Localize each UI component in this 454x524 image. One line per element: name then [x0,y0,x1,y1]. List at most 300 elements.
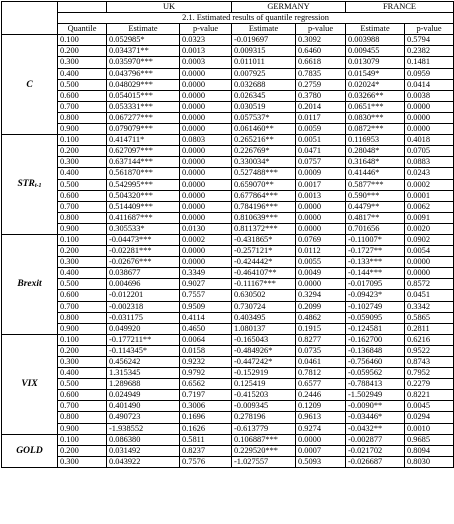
quantile-cell: 0.200 [58,146,107,157]
estimate-cell: 0.456242 [107,357,180,368]
p-value-cell: 0.0000 [405,257,454,268]
p-value-cell: 0.4862 [296,312,346,323]
p-value-cell: 0.0000 [296,201,346,212]
estimate-cell: -0.09423* [346,290,405,301]
estimate-cell: 1.289688 [107,379,180,390]
estimate-cell: 0.542995*** [107,179,180,190]
quantile-cell: 0.300 [58,157,107,168]
quantile-cell: 0.100 [58,135,107,146]
p-value-cell: 0.0000 [180,146,232,157]
estimate-cell: 0.411687*** [107,212,180,223]
estimate-cell: -0.017095 [346,279,405,290]
p-value-cell: 0.0000 [180,246,232,257]
quantile-cell: 0.200 [58,246,107,257]
p-value-cell: 0.0091 [405,212,454,223]
p-value-cell: 0.0803 [180,135,232,146]
estimate-cell: 0.009455 [346,46,405,57]
p-value-cell: 0.7576 [180,456,232,467]
estimate-cell: 0.41446* [346,168,405,179]
table-row [2,146,454,157]
p-value-cell: 0.6577 [296,379,346,390]
table-row [2,168,454,179]
p-value-cell: 0.0000 [296,434,346,445]
p-value-cell: 0.0000 [180,68,232,79]
p-value-cell: 0.5794 [405,35,454,46]
quantile-cell: 0.100 [58,234,107,245]
table-row [2,412,454,423]
table-row [2,379,454,390]
p-value-cell: 0.0049 [296,268,346,279]
p-value-cell: 0.0010 [405,423,454,434]
p-value-cell: 0.8094 [405,445,454,456]
estimate-cell: 0.265216** [232,135,296,146]
p-value-cell: 0.0959 [405,68,454,79]
p-value-cell: 0.7812 [296,368,346,379]
estimate-cell: 0.003988 [346,35,405,46]
estimate-cell: 0.052985* [107,35,180,46]
estimate-cell: -0.1727** [346,246,405,257]
quantile-cell: 0.500 [58,379,107,390]
estimate-cell: -0.02281*** [107,246,180,257]
p-value-cell: 0.0009 [296,168,346,179]
p-value-cell: 0.0112 [296,246,346,257]
estimate-cell: -0.114345* [107,345,180,356]
estimate-cell: 0.035970*** [107,57,180,68]
table-row [2,368,454,379]
estimate-cell: -0.165043 [232,334,296,345]
p-value-cell: 0.0000 [296,223,346,234]
p-value-cell: 0.0000 [180,101,232,112]
table-row [2,223,454,234]
quantile-cell: 0.600 [58,290,107,301]
estimate-cell: -0.102749 [346,301,405,312]
table-title: 2.1. Estimated results of quantile regression [58,13,454,24]
variable-label [2,434,58,467]
p-value-cell: 0.0062 [405,201,454,212]
variable-name: Brexit [17,279,42,290]
p-value-cell: 0.0059 [296,124,346,135]
table-row [2,124,454,135]
estimate-cell: -0.162700 [346,334,405,345]
p-value-cell: 0.9232 [180,357,232,368]
estimate-cell: 0.0830*** [346,112,405,123]
p-value-cell: 0.0735 [296,345,346,356]
regression-table-container [1,1,453,468]
estimate-cell: 0.229520*** [232,445,296,456]
estimate-cell: -0.136848 [346,345,405,356]
table-row [2,112,454,123]
estimate-cell: 0.527488*** [232,168,296,179]
estimate-cell: 0.811372*** [232,223,296,234]
variable-name: GOLD [16,445,43,456]
estimate-cell: -0.11167*** [232,279,296,290]
estimate-cell: 0.784196*** [232,201,296,212]
estimate-cell: 0.125419 [232,379,296,390]
estimate-cell: -0.124581 [346,323,405,334]
estimate-cell: 0.490723 [107,412,180,423]
estimate-cell: -0.424442* [232,257,296,268]
table-row [2,290,454,301]
p-value-cell: 0.0000 [180,90,232,101]
p-value-cell: 0.0117 [296,112,346,123]
estimate-cell: 0.403495 [232,312,296,323]
estimate-cell: -0.059095 [346,312,405,323]
estimate-cell: 0.637144*** [107,157,180,168]
p-value-cell: 0.0000 [296,212,346,223]
table-row [2,57,454,68]
table-row [2,334,454,345]
estimate-cell: 0.0651*** [346,101,405,112]
p-value-cell: 0.0002 [405,179,454,190]
p-value-cell: 0.9792 [180,368,232,379]
estimate-cell: 0.079079*** [107,124,180,135]
estimate-cell: 0.067277*** [107,112,180,123]
estimate-cell: 0.330034* [232,157,296,168]
estimate-cell: -0.02676*** [107,257,180,268]
table-row [2,201,454,212]
p-value-cell: 0.8743 [405,357,454,368]
p-value-cell: 0.0000 [180,124,232,135]
p-value-cell: 0.0000 [180,179,232,190]
estimate-cell: -0.04473*** [107,234,180,245]
quantile-cell: 0.800 [58,112,107,123]
estimate-cell: 0.116953 [346,135,405,146]
quantile-cell: 0.100 [58,434,107,445]
p-value-cell: 0.0000 [405,112,454,123]
estimate-cell: -0.431865* [232,234,296,245]
estimate-cell: 0.630502 [232,290,296,301]
quantile-cell: 0.100 [58,334,107,345]
p-value-cell: 0.5093 [296,456,346,467]
quantile-cell: 0.300 [58,257,107,268]
table-row [2,190,454,201]
p-value-cell: 0.2014 [296,101,346,112]
estimate-cell: 0.414711* [107,135,180,146]
estimate-cell: 0.057537* [232,112,296,123]
variable-name: VIX [21,379,38,390]
quantile-cell: 0.800 [58,412,107,423]
quantile-cell: 0.300 [58,456,107,467]
table-row [2,68,454,79]
p-value-cell: 0.8277 [296,334,346,345]
p-value-cell: 0.7557 [180,290,232,301]
p-value-cell: 0.0000 [405,124,454,135]
p-value-cell: 0.0902 [405,234,454,245]
variable-label [2,234,58,334]
p-value-cell: 0.9274 [296,423,346,434]
estimate-cell: 0.031492 [107,445,180,456]
p-value-cell: 0.0013 [180,46,232,57]
estimate-cell: 0.061460** [232,124,296,135]
estimate-cell: 0.043796*** [107,68,180,79]
estimate-cell: 0.043922 [107,456,180,467]
estimate-cell: 0.730724 [232,301,296,312]
p-value-cell: 0.3092 [296,35,346,46]
estimate-cell: 0.038677 [107,268,180,279]
table-row [2,212,454,223]
estimate-cell: 0.561870*** [107,168,180,179]
table-row [2,234,454,245]
estimate-cell: 0.054015*** [107,90,180,101]
p-value-cell: 0.4114 [180,312,232,323]
estimate-cell: 0.278196 [232,412,296,423]
p-value-cell: 0.2279 [405,379,454,390]
estimate-cell: 0.032688 [232,79,296,90]
quantile-cell: 0.800 [58,312,107,323]
quantile-cell: 0.900 [58,423,107,434]
estimate-cell: -0.177211** [107,334,180,345]
column-header: Estimate [232,24,296,35]
table-row [2,390,454,401]
p-value-cell: 0.6216 [405,334,454,345]
p-value-cell: 0.8221 [405,390,454,401]
quantile-cell: 0.600 [58,390,107,401]
p-value-cell: 0.3342 [405,301,454,312]
estimate-cell: 1.080137 [232,323,296,334]
country-header-uk: UK [107,2,232,13]
p-value-cell: 0.0003 [180,57,232,68]
estimate-cell: -0.012201 [107,290,180,301]
estimate-cell: 0.03266** [346,90,405,101]
estimate-cell: 0.048029*** [107,79,180,90]
table-row [2,46,454,57]
country-header-france: FRANCE [346,2,454,13]
estimate-cell: -0.009345 [232,401,296,412]
p-value-cell: 0.3006 [180,401,232,412]
p-value-cell: 0.2446 [296,390,346,401]
p-value-cell: 0.0000 [180,112,232,123]
p-value-cell: 0.0017 [296,179,346,190]
estimate-cell: 0.810639*** [232,212,296,223]
p-value-cell: 0.1915 [296,323,346,334]
table-row [2,246,454,257]
estimate-cell: -0.447242* [232,357,296,368]
table-row [2,268,454,279]
table-row [2,456,454,467]
p-value-cell: 0.0769 [296,234,346,245]
p-value-cell: 0.1209 [296,401,346,412]
p-value-cell: 0.0323 [180,35,232,46]
table-row [2,35,454,46]
p-value-cell: 0.7952 [405,368,454,379]
estimate-cell: -0.0090** [346,401,405,412]
column-header-row [2,24,454,35]
corner-cell [2,2,58,35]
p-value-cell: 0.9613 [296,412,346,423]
table-row [2,401,454,412]
p-value-cell: 0.0002 [180,234,232,245]
p-value-cell: 0.3349 [180,268,232,279]
quantile-cell: 0.700 [58,101,107,112]
estimate-cell: -1.502949 [346,390,405,401]
quantile-cell: 0.700 [58,301,107,312]
estimate-cell: -1.938552 [107,423,180,434]
p-value-cell: 0.4018 [405,135,454,146]
estimate-cell: -0.059562 [346,368,405,379]
estimate-cell: 0.004696 [107,279,180,290]
table-row [2,445,454,456]
p-value-cell: 0.5865 [405,312,454,323]
estimate-cell: -0.257121* [232,246,296,257]
table-row [2,257,454,268]
table-row [2,90,454,101]
estimate-cell: -0.002877 [346,434,405,445]
estimate-cell: 0.086380 [107,434,180,445]
p-value-cell: 0.0013 [296,190,346,201]
estimate-cell: 0.0872*** [346,124,405,135]
p-value-cell: 0.6618 [296,57,346,68]
estimate-cell: -0.002318 [107,301,180,312]
estimate-cell: 0.305533* [107,223,180,234]
estimate-cell: -0.464107** [232,268,296,279]
quantile-cell: 0.800 [58,212,107,223]
p-value-cell: 0.0054 [405,246,454,257]
estimate-cell: 0.701656 [346,223,405,234]
quantile-cell: 0.700 [58,201,107,212]
variable-label [2,135,58,235]
estimate-cell: -0.613779 [232,423,296,434]
p-value-cell: 0.7197 [180,390,232,401]
estimate-cell: -0.788413 [346,379,405,390]
table-title-row [2,13,454,24]
estimate-cell: 0.02024* [346,79,405,90]
p-value-cell: 0.0051 [296,135,346,146]
estimate-cell: 0.053331*** [107,101,180,112]
table-row [2,135,454,146]
column-header: Estimate [346,24,405,35]
table-row [2,312,454,323]
estimate-cell: -0.756460 [346,357,405,368]
estimate-cell: -0.03446* [346,412,405,423]
quantile-cell: 0.400 [58,268,107,279]
estimate-cell: 0.504320*** [107,190,180,201]
estimate-cell: -0.144*** [346,268,405,279]
p-value-cell: 0.0007 [296,445,346,456]
p-value-cell: 0.0055 [296,257,346,268]
quantile-cell: 0.300 [58,57,107,68]
estimate-cell: 0.01549* [346,68,405,79]
column-header: p-value [405,24,454,35]
quantile-cell: 0.500 [58,179,107,190]
quantile-cell: 0.900 [58,223,107,234]
column-header: p-value [296,24,346,35]
p-value-cell: 0.0000 [180,157,232,168]
estimate-cell: 1.315345 [107,368,180,379]
p-value-cell: 0.0000 [405,101,454,112]
p-value-cell: 0.0461 [296,357,346,368]
quantile-cell: 0.200 [58,445,107,456]
table-row [2,345,454,356]
estimate-cell: 0.011011 [232,57,296,68]
p-value-cell: 0.1481 [405,57,454,68]
quantile-cell: 0.400 [58,68,107,79]
p-value-cell: 0.6460 [296,46,346,57]
estimate-cell: 0.026345 [232,90,296,101]
p-value-cell: 0.0294 [405,412,454,423]
quantile-cell: 0.600 [58,190,107,201]
estimate-cell: -1.027557 [232,456,296,467]
country-header-row [2,2,454,13]
quantile-cell: 0.600 [58,90,107,101]
p-value-cell: 0.0705 [405,146,454,157]
variable-subscript: t-1 [34,182,42,189]
quantile-spacer-cell [58,2,107,13]
estimate-cell: -0.415203 [232,390,296,401]
quantile-cell: 0.500 [58,79,107,90]
estimate-cell: 0.4479** [346,201,405,212]
p-value-cell: 0.0158 [180,345,232,356]
p-value-cell: 0.5811 [180,434,232,445]
p-value-cell: 0.0020 [405,223,454,234]
variable-label [2,35,58,135]
table-row [2,279,454,290]
p-value-cell: 0.0243 [405,168,454,179]
p-value-cell: 0.0000 [180,257,232,268]
p-value-cell: 0.8030 [405,456,454,467]
p-value-cell: 0.9509 [180,301,232,312]
estimate-cell: 0.009315 [232,46,296,57]
p-value-cell: 0.7835 [296,68,346,79]
estimate-cell: 0.030519 [232,101,296,112]
table-row [2,179,454,190]
estimate-cell: -0.0432** [346,423,405,434]
table-row [2,301,454,312]
p-value-cell: 0.0000 [296,279,346,290]
p-value-cell: 0.0414 [405,79,454,90]
estimate-cell: 0.5877*** [346,179,405,190]
p-value-cell: 0.0757 [296,157,346,168]
estimate-cell: 0.659070** [232,179,296,190]
variable-name: STR [17,178,35,189]
p-value-cell: 0.8237 [180,445,232,456]
p-value-cell: 0.0883 [405,157,454,168]
table-row [2,79,454,90]
p-value-cell: 0.0000 [180,168,232,179]
p-value-cell: 0.3780 [296,90,346,101]
p-value-cell: 0.4650 [180,323,232,334]
p-value-cell: 0.9522 [405,345,454,356]
estimate-cell: -0.484926* [232,345,296,356]
p-value-cell: 0.0000 [180,79,232,90]
estimate-cell: -0.11007* [346,234,405,245]
quantile-cell: 0.200 [58,46,107,57]
estimate-cell: -0.026687 [346,456,405,467]
estimate-cell: -0.152919 [232,368,296,379]
p-value-cell: 0.0001 [405,190,454,201]
estimate-cell: 0.677864*** [232,190,296,201]
p-value-cell: 0.8572 [405,279,454,290]
p-value-cell: 0.0451 [405,290,454,301]
p-value-cell: 0.2759 [296,79,346,90]
quantile-cell: 0.700 [58,401,107,412]
estimate-cell: -0.031175 [107,312,180,323]
quantile-cell: 0.400 [58,168,107,179]
p-value-cell: 0.0038 [405,90,454,101]
table-row [2,357,454,368]
quantile-cell: 0.300 [58,357,107,368]
estimate-cell: 0.226769* [232,146,296,157]
quantile-cell: 0.100 [58,35,107,46]
estimate-cell: -0.021702 [346,445,405,456]
column-header: p-value [180,24,232,35]
p-value-cell: 0.0000 [180,190,232,201]
estimate-cell: 0.034371** [107,46,180,57]
p-value-cell: 0.6562 [180,379,232,390]
p-value-cell: 0.0000 [180,201,232,212]
estimate-cell: 0.4817** [346,212,405,223]
p-value-cell: 0.1626 [180,423,232,434]
estimate-cell: 0.013079 [346,57,405,68]
